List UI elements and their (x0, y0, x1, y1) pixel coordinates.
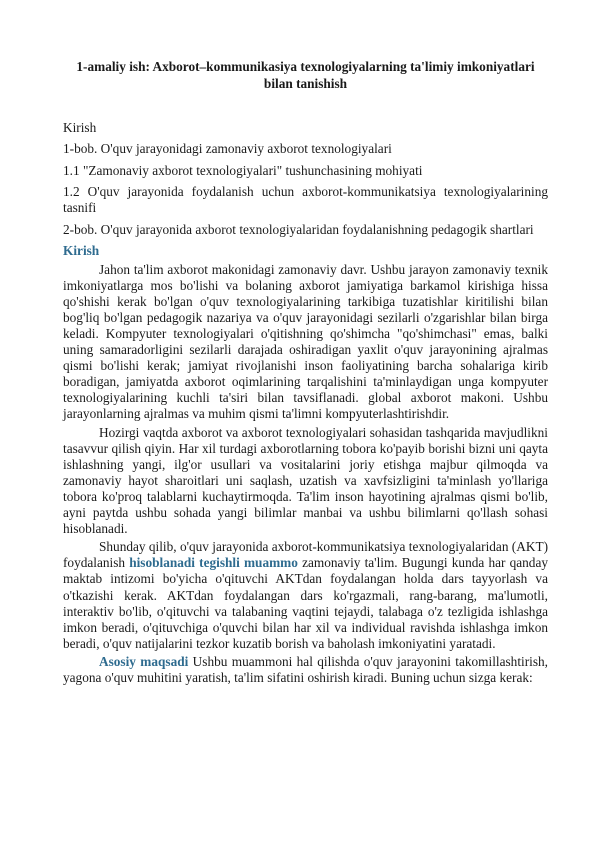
document-page (63, 58, 548, 688)
page-title: 1-amaliy ish: Axborot–kommunikasiya texnologiyalarning ta'limiy imkoniyatlari bilan tanishish (76, 59, 535, 91)
toc-item-chapter-1: 1-bob. O'quv jarayonidagi zamonaviy axborot texnologiyalari (63, 141, 392, 157)
paragraph-4-text: Ushbu muammoni hal qilishda o'quv jarayonini takomillashtirish, yagona o'quv muhitini yaratish, ta'lim sifatini oshirish kiradi. Buning uchun sizga kerak: (63, 653, 548, 685)
toc-item-chapter-2: 2-bob. O'quv jarayonida axborot texnologiyalaridan foydalanishning pedagogik shartlari (63, 221, 534, 237)
toc-item-section-1-1: 1.1 "Zamonaviy axborot texnologiyalari" tushunchasining mohiyati (63, 162, 423, 178)
section-heading-intro: Kirish (63, 243, 100, 259)
body-paragraph-1: Jahon ta'lim axborot makonidagi zamonaviy davr. Ushbu jarayon zamonaviy texnik imkoniyatlarga mos bo'lishi va bolaning axborot jamiyatiga barkamol kirishiga hissa qo'shishi kerak bo'lgan o'quv texnologiyalarining tarkibiga tuzatishlar kiritilishi bilan bog'liq bo'lgan pedagogik nazariya va o'quv jarayonidagi sezilarli o'zgarishlar bilan birga keladi. Kompyuter texnologiyalari o'qitishning qo'shimcha "qo'shimchasi" emas, balki uning samaradorligini sezilarli darajada oshiradigan yaxlit o'quv jarayonining ajralmas qismi bo'lishi kerak; jamiyat rivojlanishi inson faoliyatining barcha sohalariga kirib boradigan, jamiyatda axborot oqimlarining tarqalishini ta'minlaydigan unga kompyuter texnologiyalarining kuchli ta'siri bilan tavsiflanadi. global axborot makoni. Ushbu jarayonlarning ajralmas va muhim qismi ta'limni kompyuterlashtirishdir. (63, 261, 548, 422)
body-paragraph-3 (63, 539, 548, 652)
highlighted-main-goal: Asosiy maqsadi (99, 653, 189, 669)
highlighted-phrase: hisoblanadi tegishli muammo (129, 555, 298, 571)
body-paragraph-2: Hozirgi vaqtda axborot va axborot texnologiyalari sohasidan tashqarida mavjudlikni tasavvur qilish qiyin. Har xil turdagi axborotlarning tobora ko'payib borishi bizni uni qayta ishlashning yangi, ilg'or usullari va vositalarini joriy etishga majbur qilmoqda va zamonaviy hayot sharoitlari uni saqlash, uzatish va xavfsizligini ta'minlash yo'llariga tobora ko'proq talablarni kuchaytirmoqda. Ta'lim inson hayotining ajralmas qismi bo'lib, ayni paytda ushbu sohada yangi bilimlar manbai va ushbu bilimlarni qo'llash sohasi hisoblanadi. (63, 424, 548, 537)
table-of-contents (63, 120, 548, 238)
paragraph-3-text-end: zamonaviy ta'lim. Bugungi kunda har qanday maktab intizomi bo'yicha o'qituvchi AKTdan foydalangan holda dars tayyorlash va o'tkazishi kerak. AKTdan foydalangan dars ko'rgazmali, rang-barang, ma'lumotli, interaktiv bo'lib, o'qituvchi va talabaning vaqtini tejaydi, talabaga o'z tezligida ishlashga imkon beradi, o'qituvchiga o'quvchi bilan har xil va individual ravishda ishlashga imkon beradi, o'quv natijalarini tezkor kuzatib borish va baholash imkoniyatini yaratadi. (63, 555, 548, 651)
toc-item-section-1-2: 1.2 O'quv jarayonida foydalanish uchun axborot-kommunikatsiya texnologiyalarining tasnifi (63, 184, 548, 216)
paragraph-3-text-start: Shunday qilib, o'quv jarayonida axborot-kommunikatsiya texnologiyalaridan (AKT) foydalanish (63, 539, 548, 571)
body-paragraph-4 (63, 654, 548, 686)
toc-item-intro: Kirish (63, 120, 97, 135)
